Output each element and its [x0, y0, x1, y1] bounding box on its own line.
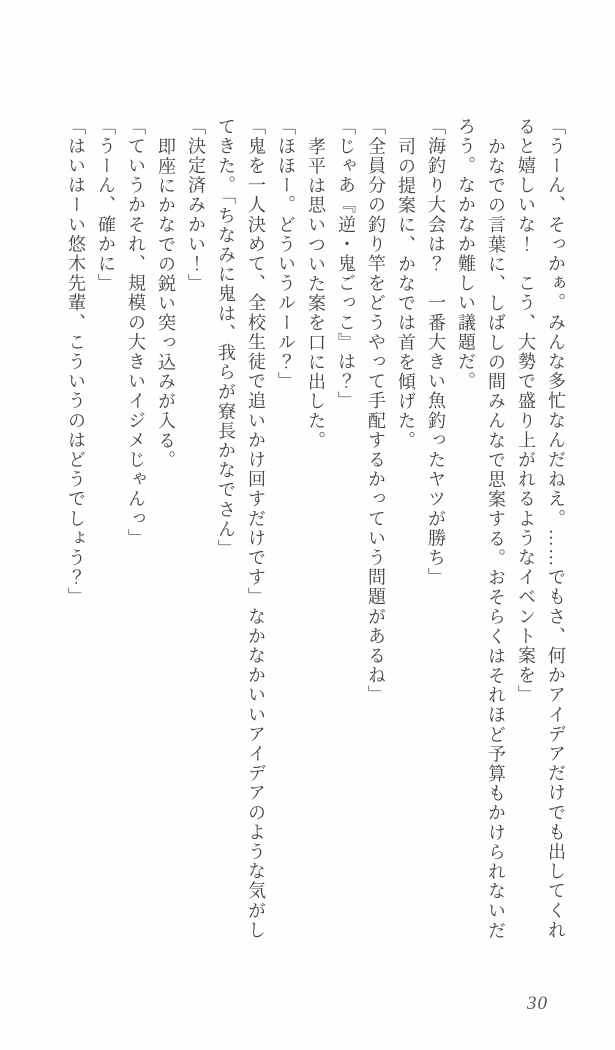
text-line: 「じゃあ『逆・鬼ごっこ』は？」 — [336, 117, 356, 411]
page-number: 30 — [527, 993, 548, 1014]
text-line: てきた。「ちなみに鬼は、我らが寮長かなでさん」 — [216, 117, 236, 559]
text-line: 即座にかなでの鋭い突っ込みが入る。 — [156, 137, 176, 471]
text-line: 孝平は思いついた案を口に出した。 — [306, 137, 326, 451]
text-line: 「ほほー。どういうルール？」 — [276, 117, 296, 392]
text-line: 「うーん、確かに」 — [96, 117, 116, 294]
text-line: ると嬉しいな！ こう、大勢で盛り上がれるようなイベント案を」 — [516, 117, 536, 705]
text-line: 「うーん、そっかぁ。みんな多忙なんだねえ。……でもさ、何かアイデアだけでも出してくれ — [546, 117, 566, 941]
text-line: 「ていうかそれ、規模の大きいイジメじゃんっ」 — [126, 117, 146, 549]
text-line: 「はいはーい悠木先輩、こういうのはどうでしょう？」 — [66, 117, 86, 607]
text-line: 「決定済みかい！」 — [186, 117, 206, 294]
text-line: 司の提案に、かなでは首を傾げた。 — [396, 137, 416, 451]
text-line: かなでの言葉に、しばしの間みんなで思案する。おそらくはそれほど予算もかけられないだ — [486, 137, 506, 941]
text-line: 「全員分の釣り竿をどうやって手配するかっていう問題があるね」 — [366, 117, 386, 705]
text-line: ろう。なかなか難しい議題だ。 — [456, 117, 476, 392]
text-columns — [61, 117, 571, 962]
text-line: 「鬼を一人決めて、全校生徒で追いかけ回すだけです」なかなかいいアイデアのような気がし — [246, 117, 266, 941]
text-line: 「海釣り大会は？ 一番大きい魚釣ったヤツが勝ち」 — [426, 117, 446, 588]
